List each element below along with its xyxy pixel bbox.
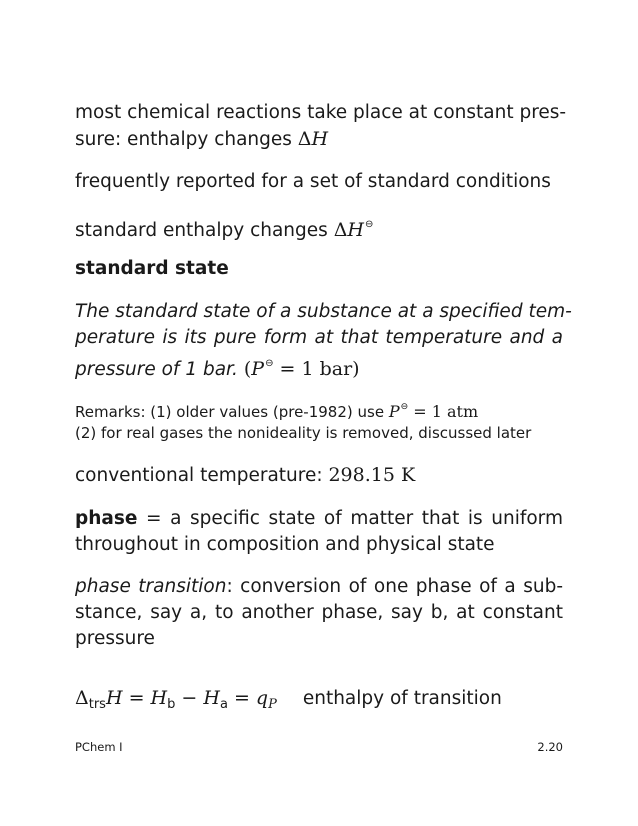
standard-conditions-line: frequently reported for a set of standard conditions [75, 171, 551, 192]
pressure-value: = 1 bar) [273, 358, 360, 380]
enthalpy-symbol: H [311, 128, 329, 150]
p-subscript: P [268, 697, 277, 712]
standard-state-superscript: ⊖ [365, 219, 374, 230]
enthalpy-b-symbol: H [150, 687, 168, 709]
math-open-paren: ( [237, 358, 252, 380]
intro-line-2 [75, 126, 563, 153]
phase-line-1 [75, 506, 563, 532]
enthalpy-a-symbol: H [203, 687, 220, 709]
standard-state-superscript: ⊖ [265, 358, 274, 369]
remarks-text: Remarks: (1) older values (pre-1982) use [75, 403, 389, 421]
definition-line-2: perature is its pure form at that temperature and a [75, 327, 563, 348]
intro-line-1: most chemical reactions take place at constant pres- [75, 102, 567, 123]
temperature-value: 298.15 K [328, 464, 416, 486]
pressure-symbol: P [388, 402, 400, 421]
transition-line-1 [75, 574, 563, 600]
a-subscript: a [219, 697, 228, 712]
definition-line-3 [75, 351, 563, 383]
section-heading: standard state [75, 258, 229, 279]
phase-line-1-rest: = a specific state of matter that is uniform [137, 508, 563, 529]
standard-state-superscript: ⊖ [400, 402, 409, 412]
delta-symbol: Δ [333, 219, 348, 241]
footer-page-number: 2.20 [537, 740, 563, 754]
standard-enthalpy-line [75, 212, 563, 244]
minus-sign: − [175, 687, 204, 709]
transition-line-2: stance, say a, to another phase, say b, at constant [75, 602, 563, 623]
footer-course-title: PChem I [75, 740, 123, 754]
heat-symbol: q [255, 687, 269, 709]
transition-equation [75, 685, 563, 718]
phase-term: phase [75, 508, 138, 529]
trs-subscript: trs [88, 697, 106, 712]
phase-definition [75, 506, 563, 558]
transition-line-1-rest: : conversion of one phase of a sub- [226, 576, 563, 597]
enthalpy-symbol: H [347, 219, 364, 241]
enthalpy-symbol: H [105, 687, 123, 709]
phase-transition-term: phase transition [75, 576, 227, 597]
remarks-line-2: (2) for real gases the nonideality is removed, discussed later [75, 424, 532, 442]
b-subscript: b [167, 697, 176, 712]
definition-line-3-text: pressure of 1 bar. [75, 359, 238, 380]
transition-line-3: pressure [75, 628, 155, 649]
intro-paragraph [75, 100, 567, 153]
old-pressure-value: = 1 atm [408, 402, 479, 421]
standard-enthalpy-text: standard enthalpy changes [75, 220, 334, 241]
equation-label: enthalpy of transition [302, 688, 502, 709]
equals-sign: = [227, 687, 256, 709]
standard-state-definition [75, 299, 572, 383]
definition-line-1: The standard state of a substance at a specified tem- [75, 301, 572, 322]
conventional-temperature-label: conventional temperature: [75, 465, 329, 486]
conventional-temperature-line [75, 462, 563, 489]
intro-line-2-text: sure: enthalpy changes [75, 129, 298, 150]
delta-symbol: Δ [75, 687, 89, 709]
phase-transition-definition [75, 574, 563, 652]
equals-sign: = [122, 687, 151, 709]
delta-symbol: Δ [297, 128, 312, 150]
phase-line-2: throughout in composition and physical state [75, 534, 495, 555]
remarks-line-1 [75, 397, 563, 422]
pressure-symbol: P [251, 358, 265, 380]
